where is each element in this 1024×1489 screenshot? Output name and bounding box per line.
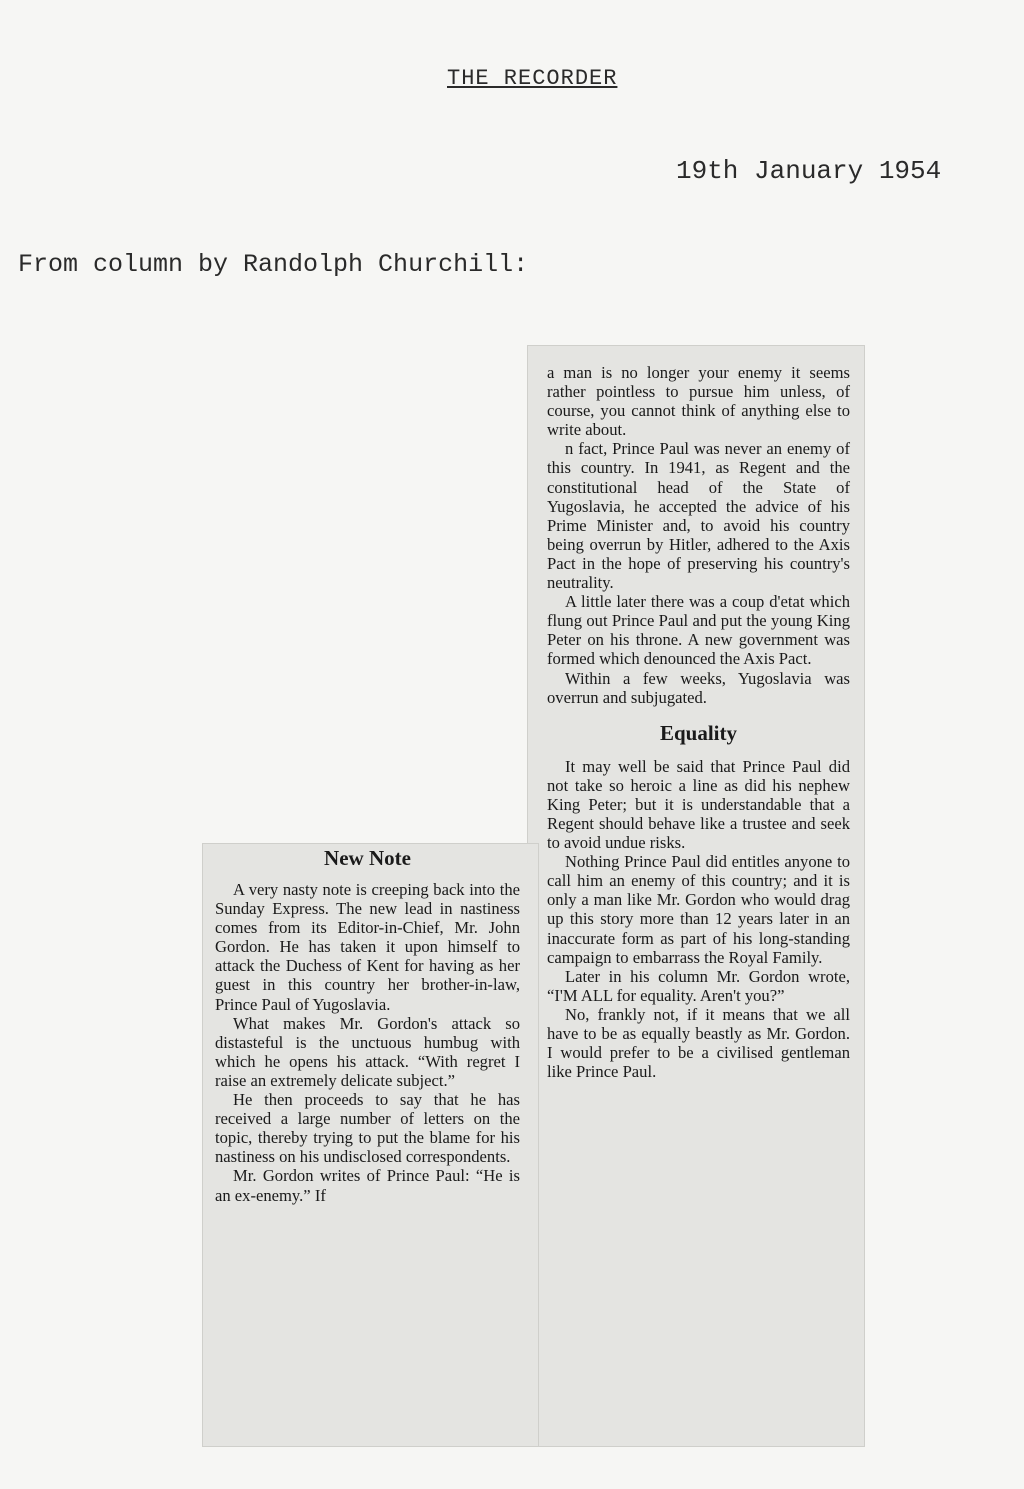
document-date: 19th January 1954 — [676, 156, 942, 186]
article-paragraph: It may well be said that Prince Paul did not take so heroic a line as did his nephew King Peter; but it is understandable that a Regent should behave like a trustee and seek to avoid undue risks. — [547, 756, 850, 853]
article-paragraph: What makes Mr. Gordon's attack so distasteful is the unctuous humbug with which he opens his attack. “With regret I raise an extremely delicate subject.” — [215, 1013, 520, 1090]
article-paragraph: n fact, Prince Paul was never an enemy of this country. In 1941, as Regent and the constitutional head of the State of Yugoslavia, he accepted the advice of his Prime Minister and, to avoid his country being overrun by Hitler, adhered to the Axis Pact in the hope of preserving his country's neutrality. — [547, 439, 850, 593]
article-paragraph: Nothing Prince Paul did entitles anyone to call him an enemy of this country; and it is only a man like Mr. Gordon who would drag up this story more than 12 years later in an inaccurate form as part of his long-standing campaign to embarrass the Royal Family. — [547, 852, 850, 967]
article-paragraph: Within a few weeks, Yugoslavia was overrun and subjugated. — [547, 668, 850, 707]
article-left-column — [215, 846, 520, 1205]
article-paragraph: No, frankly not, if it means that we all have to be as equally beastly as Mr. Gordon. I would prefer to be a civilised gentleman like Prince Paul. — [547, 1004, 850, 1082]
article-paragraph: A little later there was a coup d'etat which flung out Prince Paul and put the young King Peter on his throne. A new government was formed which denounced the Axis Pact. — [547, 592, 850, 669]
article-paragraph: He then proceeds to say that he has received a large number of letters on the topic, thereby trying to put the blame for his nastiness on his undisclosed correspondents. — [215, 1090, 520, 1167]
article-paragraph: Mr. Gordon writes of Prince Paul: “He is an ex-enemy.” If — [215, 1166, 520, 1205]
article-paragraph: Later in his column Mr. Gordon wrote, “I'M ALL for equality. Aren't you?” — [547, 966, 850, 1005]
article-paragraph: a man is no longer your enemy it seems rather pointless to pursue him unless, of course, you cannot think of anything else to write about. — [547, 363, 850, 440]
article-paragraph: A very nasty note is creeping back into the Sunday Express. The new lead in nastiness comes from its Editor-in-Chief, Mr. John Gordon. He has taken it upon himself to attack the Duchess of Kent for having as her guest in this country her brother-in-law, Prince Paul of Yugoslavia. — [215, 880, 520, 1014]
document-byline: From column by Randolph Churchill: — [18, 250, 529, 279]
section-heading-equality: Equality — [659, 720, 738, 745]
section-heading-new-note: New Note — [324, 846, 411, 870]
article-right-column — [547, 363, 850, 1081]
document-title: THE RECORDER — [447, 66, 618, 91]
